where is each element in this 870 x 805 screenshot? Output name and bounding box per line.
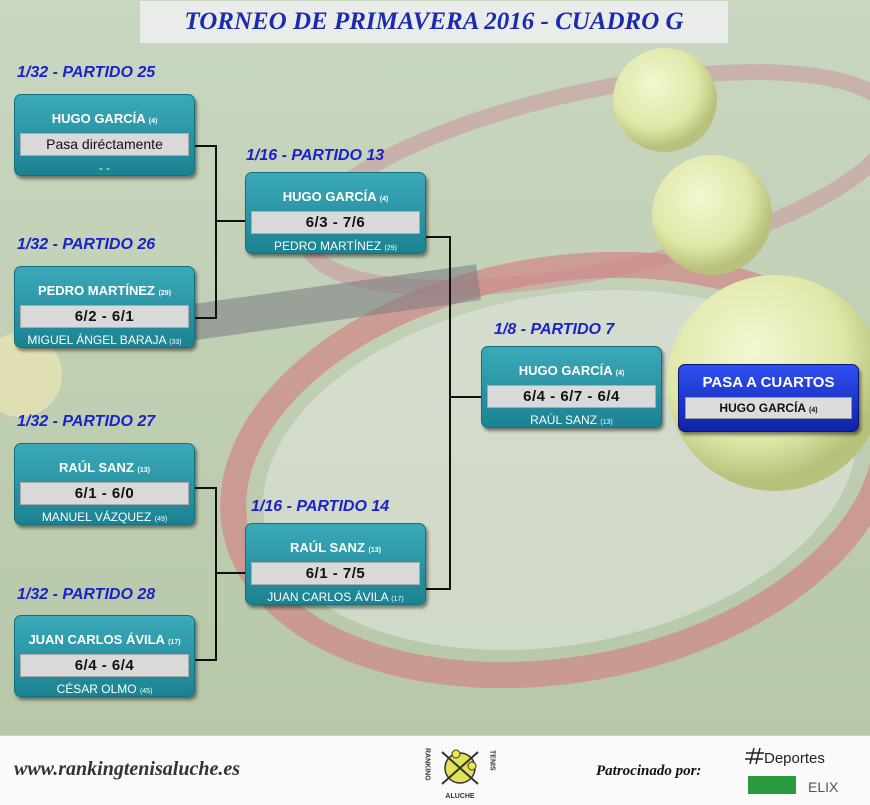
quarterfinal-card (678, 364, 859, 432)
player-two: MIGUEL ÁNGEL BARAJA (33) (27, 333, 182, 347)
match-card-25 (14, 94, 195, 176)
ranking-tenis-aluche-logo (420, 744, 500, 800)
round-label-16-14: 1/16 - PARTIDO 14 (251, 498, 390, 515)
sponsor-label: Patrocinado por: (596, 763, 702, 779)
round-label-32-26: 1/32 - PARTIDO 26 (17, 236, 156, 253)
player-two: JUAN CARLOS ÁVILA (17) (267, 590, 404, 604)
round-label-16-13: 1/16 - PARTIDO 13 (246, 147, 385, 164)
player-two: MANUEL VÁZQUEZ (49) (41, 510, 168, 524)
match-card-14 (245, 523, 426, 605)
player-two: CÉSAR OLMO (45) (56, 682, 153, 696)
title-banner (140, 1, 728, 43)
round-label-32-25: 1/32 - PARTIDO 25 (17, 64, 156, 81)
match-score: 6/1 - 7/5 (251, 562, 420, 585)
round-label-8-7: 1/8 - PARTIDO 7 (494, 321, 615, 338)
round-label-32-28: 1/32 - PARTIDO 28 (17, 586, 156, 603)
page-title: TORNEO DE PRIMAVERA 2016 - CUADRO G (184, 8, 684, 35)
connector-line-14 (215, 572, 245, 574)
connector-13-14 (424, 236, 451, 590)
player-one: HUGO GARCÍA (4) (51, 111, 158, 126)
player-one: HUGO GARCÍA (4) (518, 363, 625, 378)
match-score: Pasa diréctamente (20, 133, 189, 156)
connector-line-7 (449, 396, 482, 398)
website-link[interactable]: www.rankingtenisaluche.es (14, 758, 240, 780)
player-two: PEDRO MARTÍNEZ (29) (274, 239, 397, 253)
player-one: PEDRO MARTÍNEZ (29) (37, 283, 172, 298)
match-score: 6/4 - 6/4 (20, 654, 189, 677)
svg-text:ALUCHE: ALUCHE (445, 793, 475, 800)
player-one: RAÚL SANZ (13) (59, 460, 150, 475)
svg-text:TENIS: TENIS (488, 750, 496, 771)
player-two: RAÚL SANZ (13) (530, 413, 613, 427)
match-score: 6/1 - 6/0 (20, 482, 189, 505)
svg-text:ELIX: ELIX (808, 779, 839, 795)
match-score: 6/3 - 7/6 (251, 211, 420, 234)
player-one: RAÚL SANZ (13) (290, 540, 381, 555)
match-card-26 (14, 266, 195, 348)
player-one: JUAN CARLOS ÁVILA (17) (28, 632, 181, 647)
player-one: HUGO GARCÍA (4) (282, 189, 389, 204)
match-card-27 (14, 443, 195, 525)
connector-line-13 (215, 220, 245, 222)
match-card-28 (14, 615, 195, 697)
svg-text:Deportes: Deportes (764, 750, 825, 767)
match-score: 6/2 - 6/1 (20, 305, 189, 328)
match-card-13 (245, 172, 426, 254)
quarterfinal-label: PASA A CUARTOS (702, 374, 835, 391)
sponsor-logo (742, 744, 860, 796)
match-score: 6/4 - 6/7 - 6/4 (487, 385, 656, 408)
quarterfinal-player: HUGO GARCÍA (4) (685, 397, 852, 419)
match-card-7 (481, 346, 662, 428)
player-two: - - (98, 161, 111, 175)
svg-text:RANKING: RANKING (423, 748, 431, 781)
connector-27-28 (193, 487, 217, 661)
connector-25-26 (193, 145, 217, 319)
round-label-32-27: 1/32 - PARTIDO 27 (17, 413, 156, 430)
